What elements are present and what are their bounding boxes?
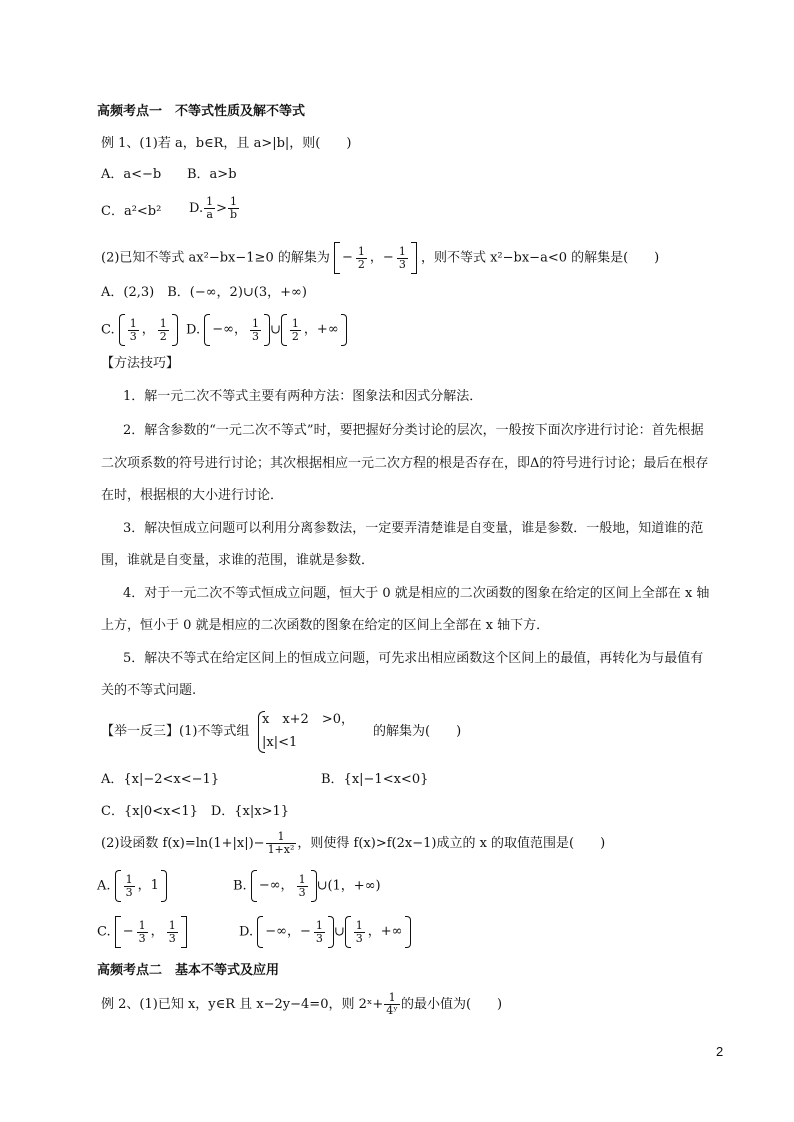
practice-options-cd: C．{x|0<x<1} D．{x|x>1} — [101, 804, 290, 819]
method-title: 【方法技巧】 — [101, 356, 180, 371]
fraction: $\frac{1}{3}$ — [398, 244, 406, 271]
practice-option-b: B．{x|−1<x<0} — [321, 772, 429, 787]
right-paren — [405, 916, 411, 948]
right-paren — [341, 314, 347, 346]
fraction: $\frac{1}{3}$ — [129, 316, 137, 343]
left-paren — [281, 314, 287, 346]
interval — [257, 912, 334, 952]
left-bracket — [115, 916, 121, 948]
right-paren — [172, 314, 178, 346]
option-c: C．a²<b² — [101, 204, 162, 219]
left-paren — [204, 314, 210, 346]
fraction: $\frac{1}{2}$ — [159, 316, 167, 343]
method-line: 围，谁就是自变量，求谁的范围，谁就是参数． — [101, 553, 375, 568]
left-paren — [115, 870, 121, 902]
q2-suffix: ，则不等式 x²−bx−a<0 的解集是( ) — [420, 250, 660, 266]
method-line: 3．解决恒成立问题可以利用分离参数法，一定要弄清楚谁是自变量，谁是参数．一般地，知道谁的范 — [123, 521, 704, 536]
example-1-question-1: 例 1、(1)若 a，b∈R，且 a>|b|，则( ) — [101, 136, 352, 151]
method-line: 二次项系数的符号进行讨论；其次根据相应一元二次方程的根是否存在，即Δ的符号进行讨论；最后在根存 — [101, 456, 709, 471]
section-title-1: 高频考点一 不等式性质及解不等式 — [97, 104, 306, 119]
interval — [345, 912, 411, 952]
q2-options-cd — [101, 310, 347, 351]
interval — [204, 310, 270, 350]
left-paren — [251, 870, 257, 902]
interval-start: −∞，− — [265, 924, 311, 939]
q2-suffix: ，则使得 f(x)>f(2x−1)成立的 x 的取值范围是( ) — [297, 836, 606, 851]
interval-end: ，+∞ — [367, 924, 403, 939]
page-number: 2 — [716, 1044, 724, 1059]
interval — [115, 866, 167, 906]
fraction: $\frac{1}{b}$ — [230, 195, 238, 221]
option-d — [189, 196, 240, 221]
option-b-label: B. — [233, 878, 247, 894]
left-bracket — [334, 242, 340, 274]
option-d-label: D. — [186, 322, 201, 338]
interval-start: −∞， — [258, 878, 294, 893]
method-line: 5．解决不等式在给定区间上的恒成立问题，可先求出相应函数这个区间上的最值，再转化为与最值有 — [123, 651, 704, 666]
option-a-label: A. — [97, 878, 111, 894]
q2-options-ab: A．(2,3) B．(−∞，2)∪(3，+∞) — [101, 285, 307, 300]
practice-option-b2 — [233, 866, 381, 907]
fraction: $\frac{1}{2}$ — [291, 316, 299, 343]
example-1-question-2 — [101, 238, 659, 279]
method-line: 2．解含参数的“一元二次不等式”时，要把握好分类讨论的层次，一般按下面次序进行讨论：首先根据 — [123, 423, 704, 438]
fraction: $\frac{1}{\text{4ʸ}}$ — [386, 991, 398, 1017]
option-b: B．a>b — [187, 167, 237, 182]
practice-suffix: 的解集为( ) — [373, 724, 462, 739]
right-bracket — [181, 916, 187, 948]
interval — [115, 912, 187, 952]
separator: ， — [150, 924, 164, 939]
practice-question-2 — [101, 826, 605, 862]
option-c-label: C. — [101, 322, 115, 338]
right-bracket — [411, 242, 417, 274]
q2-prefix: (2)设函数 f(x)=ln(1+|x|)− — [101, 836, 265, 851]
interval-tail: ∪(1，+∞) — [316, 878, 381, 894]
fraction: $\frac{1}{3}$ — [125, 872, 133, 899]
minus: − — [342, 250, 353, 265]
practice-option-a2 — [97, 866, 167, 907]
interval — [251, 866, 317, 906]
method-line: 上方，恒小于 0 就是相应的二次函数的图象在给定的区间上全部在 x 轴下方． — [101, 618, 550, 633]
left-paren — [257, 916, 263, 948]
ex2-suffix: 的最小值为( ) — [400, 997, 503, 1012]
interval — [334, 238, 417, 278]
practice-option-c2 — [97, 912, 187, 953]
fraction: $\frac{1}{2}$ — [357, 244, 365, 271]
interval — [281, 310, 347, 350]
practice-option-a: A．{x|−2<x<−1} — [101, 772, 220, 787]
minus: − — [122, 924, 134, 939]
option-c-label: C. — [97, 924, 111, 940]
interval-start: −∞， — [212, 322, 248, 337]
union-symbol: ∪ — [333, 924, 345, 940]
option-d-label: D. — [189, 201, 204, 216]
union-symbol: ∪ — [270, 322, 281, 338]
fraction: $\frac{1}{3}$ — [168, 918, 176, 945]
interval-end: ，1 — [137, 878, 159, 893]
system-line-1: x x+2 >0， — [262, 712, 354, 727]
fraction: $\frac{1}{3}$ — [252, 316, 260, 343]
practice-label: 【举一反三】(1)不等式组 — [101, 724, 250, 739]
practice-option-d2 — [239, 912, 411, 953]
fraction: $\frac{1}{3}$ — [355, 918, 363, 945]
fraction: $\frac{1}{3}$ — [315, 918, 323, 945]
right-paren — [161, 870, 167, 902]
relation: > — [216, 201, 227, 216]
fraction: $\frac{1}{3}$ — [138, 918, 146, 945]
ex2-prefix: 例 2、(1)已知 x，y∈R 且 x−2y−4=0，则 2ˣ+ — [101, 997, 384, 1012]
option-d-label: D. — [239, 924, 254, 940]
interval: $\frac{1}{3}$ ， $\frac{1}{2}$ — [119, 310, 178, 350]
option-a: A．a<−b — [101, 167, 162, 182]
fraction: $\frac{1}{3}$ — [298, 872, 306, 899]
fraction: $\frac{1}{a}$ — [206, 195, 214, 221]
system-line-2: |x|<1 — [262, 735, 298, 750]
q2-prefix: (2)已知不等式 ax²−bx−1≥0 的解集为 — [101, 250, 330, 266]
left-paren — [119, 314, 125, 346]
interval-end: ，+∞ — [303, 322, 339, 337]
left-paren — [345, 916, 351, 948]
example-2-question-1 — [101, 987, 502, 1023]
method-line: 4．对于一元二次不等式恒成立问题，恒大于 0 就是相应的二次函数的图象在给定的区间上全部在 x 轴 — [123, 586, 710, 601]
fraction: $\frac{1}{\text{1+x²}}$ — [267, 830, 295, 856]
method-line: 关的不等式问题. — [101, 683, 197, 698]
method-line: 1．解一元二次不等式主要有两种方法：图象法和因式分解法． — [123, 389, 483, 404]
separator: ，− — [369, 250, 394, 265]
section-title-2: 高频考点二 基本不等式及应用 — [97, 963, 280, 978]
method-line: 在时，根据根的大小进行讨论． — [101, 488, 284, 503]
